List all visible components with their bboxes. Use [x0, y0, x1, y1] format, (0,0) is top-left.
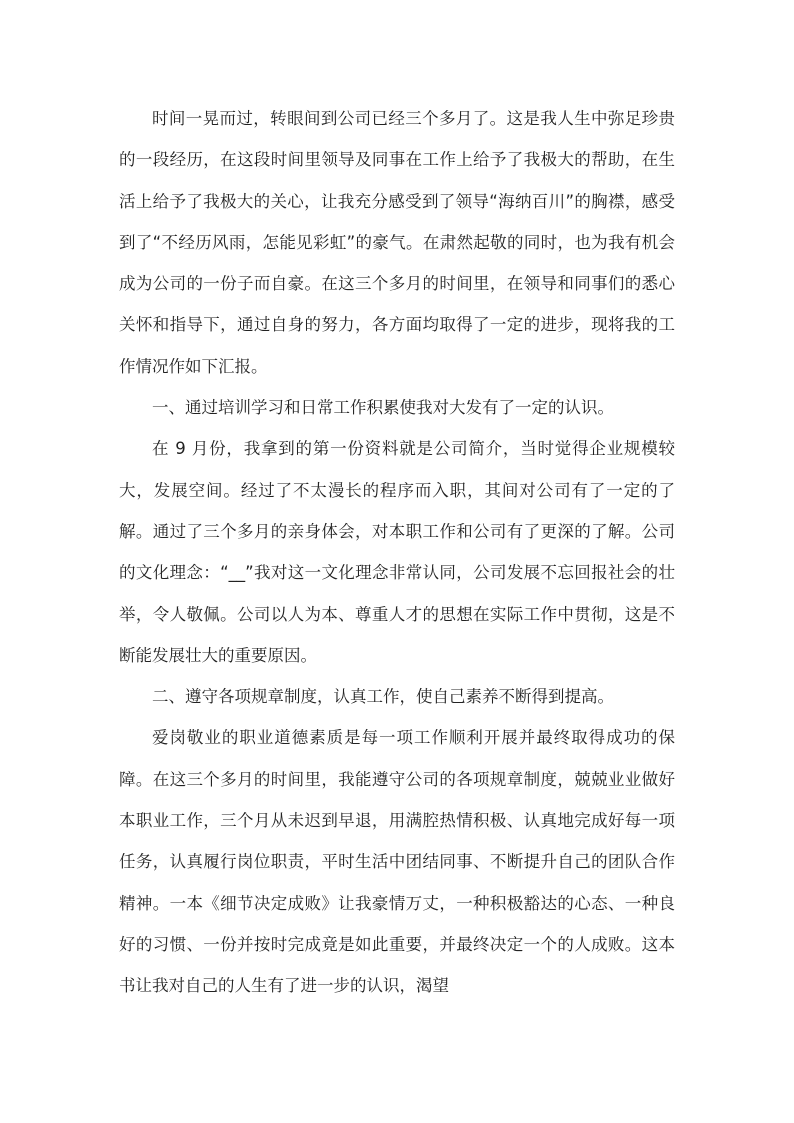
section-heading-1: 一、通过培训学习和日常工作积累使我对大发有了一定的认识。: [152, 398, 614, 418]
document-body: [119, 98, 675, 1007]
section-heading-2: 二、遵守各项规章制度，认真工作，使自己素养不断得到提高。: [152, 687, 614, 707]
paragraph-intro: 时间一晃而过，转眼间到公司已经三个多月了。这是我人生中弥足珍贵的一段经历，在这段时间里领导及同事在工作上给予了我极大的帮助，在生活上给予了我极大的关心，让我充分感受到了领导“海纳百川”的胸襟，感受到了“不经历风雨，怎能见彩虹”的豪气。在肃然起敬的同时，也为我有机会成为公司的一份子而自豪。在这三个多月的时间里，在领导和同事们的悉心关怀和指导下，通过自身的努力，各方面均取得了一定的进步，现将我的工作情况作如下汇报。: [119, 109, 675, 376]
paragraph-work-ethic: 爱岗敬业的职业道德素质是每一项工作顺利开展并最终取得成功的保障。在这三个多月的时间里，我能遵守公司的各项规章制度，兢兢业业做好本职业工作，三个月从未迟到早退，用满腔热情积极、认真地完成好每一项任务，认真履行岗位职责，平时生活中团结同事、不断提升自己的团队合作精神。一本《细节决定成败》让我豪情万丈，一种积极豁达的心态、一种良好的习惯、一份并按时完成竟是如此重要，并最终决定一个的人成败。这本书让我对自己的人生有了进一步的认识，渴望: [119, 728, 675, 996]
paragraph-company-understanding: 在 9 月份，我拿到的第一份资料就是公司简介，当时觉得企业规模较大，发展空间。经过了不太漫长的程序而入职，其间对公司有了一定的了解。通过了三个多月的亲身体会，对本职工作和公司有了更深的了解。公司的文化理念：“__”我对这一文化理念非常认同，公司发展不忘回报社会的壮举，令人敬佩。公司以人为本、尊重人才的思想在实际工作中贯彻，这是不断能发展壮大的重要原因。: [119, 439, 675, 665]
